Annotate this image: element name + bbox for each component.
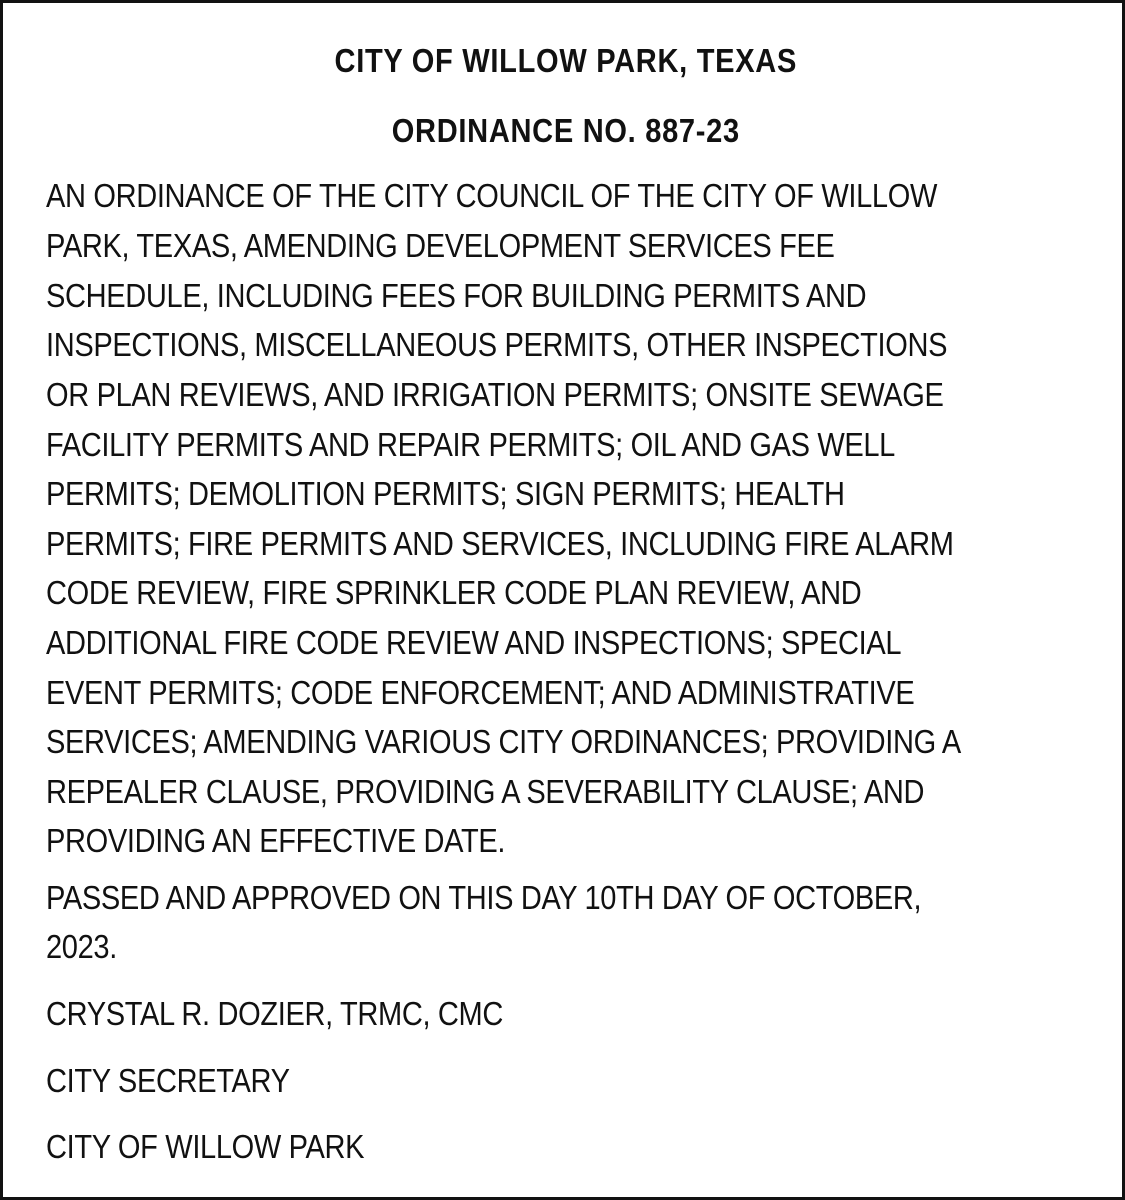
caption-line: PROVIDING AN EFFECTIVE DATE.	[46, 822, 506, 859]
notice-city-title	[3, 42, 1125, 80]
caption-line: SCHEDULE, INCLUDING FEES FOR BUILDING PERMITS AND	[46, 277, 867, 314]
caption-line: PERMITS; FIRE PERMITS AND SERVICES, INCLUDING FIRE ALARM	[46, 525, 954, 562]
notice-city-title-text: CITY OF WILLOW PARK, TEXAS	[334, 42, 797, 79]
caption-line: PERMITS; DEMOLITION PERMITS; SIGN PERMITS; HEALTH	[46, 475, 845, 512]
ordinance-number-text: ORDINANCE NO. 887-23	[391, 112, 740, 149]
signatory-organization: CITY OF WILLOW PARK	[46, 1128, 365, 1165]
signatory-name: CRYSTAL R. DOZIER, TRMC, CMC	[46, 995, 503, 1032]
caption-line: FACILITY PERMITS AND REPAIR PERMITS; OIL AND GAS WELL	[46, 426, 895, 463]
signatory-title: CITY SECRETARY	[46, 1062, 290, 1099]
caption-line: ADDITIONAL FIRE CODE REVIEW AND INSPECTIONS; SPECIAL	[46, 624, 902, 661]
caption-line: OR PLAN REVIEWS, AND IRRIGATION PERMITS; ONSITE SEWAGE	[46, 376, 944, 413]
caption-line: AN ORDINANCE OF THE CITY COUNCIL OF THE CITY OF WILLOW	[46, 177, 938, 214]
caption-line: SERVICES; AMENDING VARIOUS CITY ORDINANCES; PROVIDING A	[46, 723, 961, 760]
caption-line: CODE REVIEW, FIRE SPRINKLER CODE PLAN REVIEW, AND	[46, 574, 862, 611]
caption-line: EVENT PERMITS; CODE ENFORCEMENT; AND ADMINISTRATIVE	[46, 674, 915, 711]
caption-line: REPEALER CLAUSE, PROVIDING A SEVERABILITY CLAUSE; AND	[46, 773, 925, 810]
approval-line: PASSED AND APPROVED ON THIS DAY 10TH DAY OF OCTOBER,	[46, 879, 922, 916]
caption-line: INSPECTIONS, MISCELLANEOUS PERMITS, OTHER INSPECTIONS	[46, 326, 948, 363]
ordinance-number	[3, 112, 1125, 150]
caption-line: PARK, TEXAS, AMENDING DEVELOPMENT SERVICES FEE	[46, 227, 835, 264]
approval-line: 2023.	[46, 928, 117, 965]
